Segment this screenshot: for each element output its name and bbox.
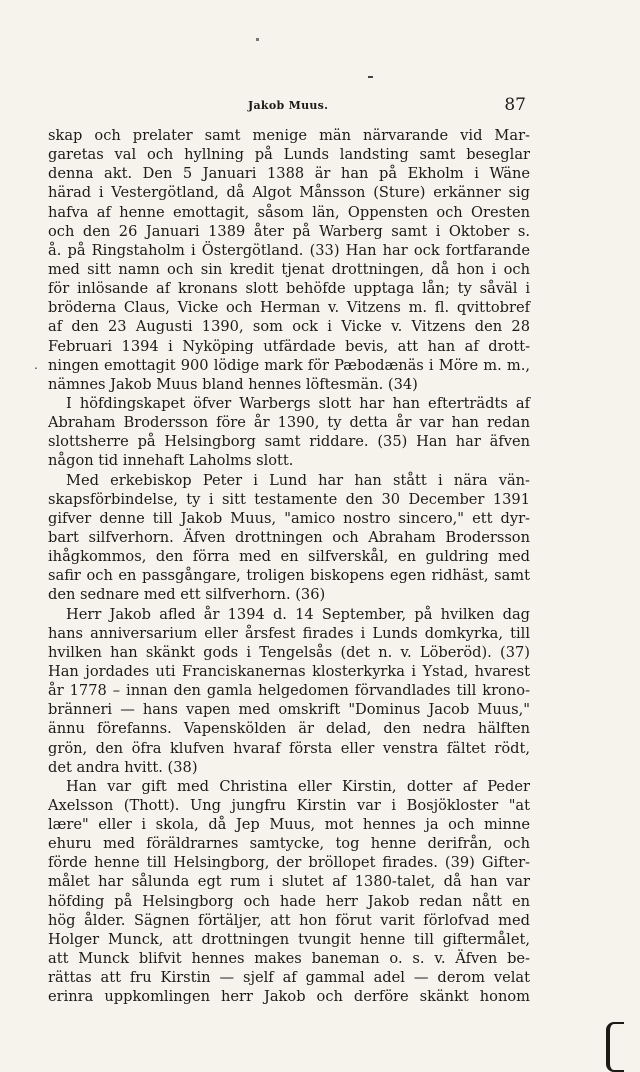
text-line: målet har sålunda egt rum i slutet af 1380-talet, då han var — [48, 873, 530, 891]
text-line: bröderna Claus, Vicke och Herman v. Vitzens m. fl. qvittobref — [48, 299, 530, 317]
text-line: höfding på Helsingborg och hade herr Jakob redan nått en — [48, 892, 530, 910]
text-line: denna akt. Den 5 Januari 1388 är han på Ekholm i Wäne — [48, 165, 530, 183]
text-line: Han var gift med Christina eller Kirstin, dotter af Peder — [66, 777, 530, 795]
text-line: någon tid innehaft Laholms slott. — [48, 452, 294, 470]
text-line: erinra uppkomlingen herr Jakob och derföre skänkt honom — [48, 988, 530, 1006]
text-line: Holger Munck, att drottningen tvungit henne till giftermålet, — [48, 930, 530, 948]
text-line: hafva af henne emottagit, såsom län, Oppensten och Oresten — [48, 203, 530, 221]
text-line: Med erkebiskop Peter i Lund har han stått i nära vän- — [66, 471, 530, 489]
text-line: och den 26 Januari 1389 åter på Warberg samt i Oktober s. — [48, 222, 530, 240]
text-line: den sednare med ett silfverhorn. (36) — [48, 586, 326, 604]
text-line: gifver denne till Jakob Muus, "amico nostro sincero," ett dyr- — [48, 509, 530, 527]
running-head — [48, 95, 526, 117]
body-text — [48, 126, 530, 1006]
page-edge-bracket-mark — [606, 1022, 624, 1072]
text-line: safir och en passgångare, troligen biskopens egen ridhäst, samt — [48, 567, 530, 585]
text-line: hvilken han skänkt gods i Tengelsås (det n. v. Löberöd). (37) — [48, 643, 530, 661]
text-line: ännu förefanns. Vapenskölden är delad, den nedra hälften — [48, 720, 530, 738]
text-line: å. på Ringstaholm i Östergötland. (33) Han har ock fortfarande — [48, 241, 530, 259]
left-margin-mark: . — [34, 358, 38, 372]
page-speck-dash — [368, 76, 373, 78]
text-line: hans anniversarium eller årsfest firades i Lunds domkyrka, till — [48, 624, 530, 642]
text-line: år 1778 – innan den gamla helgedomen förvandlades till krono- — [48, 682, 530, 700]
text-line: förde henne till Helsingborg, der bröllopet firades. (39) Gifter- — [48, 854, 530, 872]
text-line: Axelsson (Thott). Ung jungfru Kirstin var i Bosjökloster "at — [48, 796, 530, 814]
text-line: grön, den öfra klufven hvaraf första eller venstra fältet rödt, — [48, 739, 530, 757]
text-line: Abraham Brodersson före år 1390, ty detta år var han redan — [48, 414, 530, 432]
page-number: 87 — [504, 95, 526, 115]
text-line: Herr Jakob afled år 1394 d. 14 September, på hvilken dag — [66, 605, 530, 623]
text-line: I höfdingskapet öfver Warbergs slott har han efterträdts af — [66, 394, 530, 412]
text-line: af den 23 Augusti 1390, som ock i Vicke v. Vitzens den 28 — [48, 318, 530, 336]
text-line: rättas att fru Kirstin — sjelf af gammal adel — derom velat — [48, 969, 530, 987]
text-line: Han jordades uti Franciskanernas klosterkyrka i Ystad, hvarest — [48, 662, 530, 680]
text-line: slottsherre på Helsingborg samt riddare. (35) Han har äfven — [48, 433, 530, 451]
text-line: för inlösande af kronans slott behöfde upptaga lån; ty såväl i — [48, 280, 530, 298]
text-line: skapsförbindelse, ty i sitt testamente den 30 December 1391 — [48, 490, 530, 508]
text-line: det andra hvitt. (38) — [48, 758, 198, 776]
text-line: Februari 1394 i Nyköping utfärdade bevis, att han af drott- — [48, 337, 530, 355]
text-line: hög ålder. Sägnen förtäljer, att hon förut varit förlofvad med — [48, 911, 530, 929]
text-line: att Munck blifvit hennes makes baneman o. s. v. Äfven be- — [48, 950, 530, 968]
text-line: bart silfverhorn. Äfven drottningen och Abraham Brodersson — [48, 528, 530, 546]
text-line: garetas val och hyllning på Lunds landsting samt beseglar — [48, 146, 530, 164]
text-line: ihågkommos, den förra med en silfverskål, en guldring med — [48, 548, 530, 566]
text-line: med sitt namn och sin kredit tjenat drottningen, då hon i och — [48, 260, 530, 278]
page-speck — [256, 38, 259, 41]
text-line: härad i Vestergötland, då Algot Månsson (Sture) erkänner sig — [48, 184, 530, 202]
text-line: ningen emottagit 900 lödige mark för Pæbodænäs i Möre m. m., — [48, 356, 530, 374]
text-line: ehuru med föräldrarnes samtycke, tog henne derifrån, och — [48, 835, 530, 853]
text-line: lære" eller i skola, då Jep Muus, mot hennes ja och minne — [48, 816, 530, 834]
running-title: Jakob Muus. — [248, 99, 329, 112]
text-line: skap och prelater samt menige män närvarande vid Mar- — [48, 127, 530, 144]
text-line: bränneri — hans vapen med omskrift "Dominus Jacob Muus," — [48, 701, 530, 719]
text-line: nämnes Jakob Muus bland hennes löftesmän. (34) — [48, 375, 418, 393]
